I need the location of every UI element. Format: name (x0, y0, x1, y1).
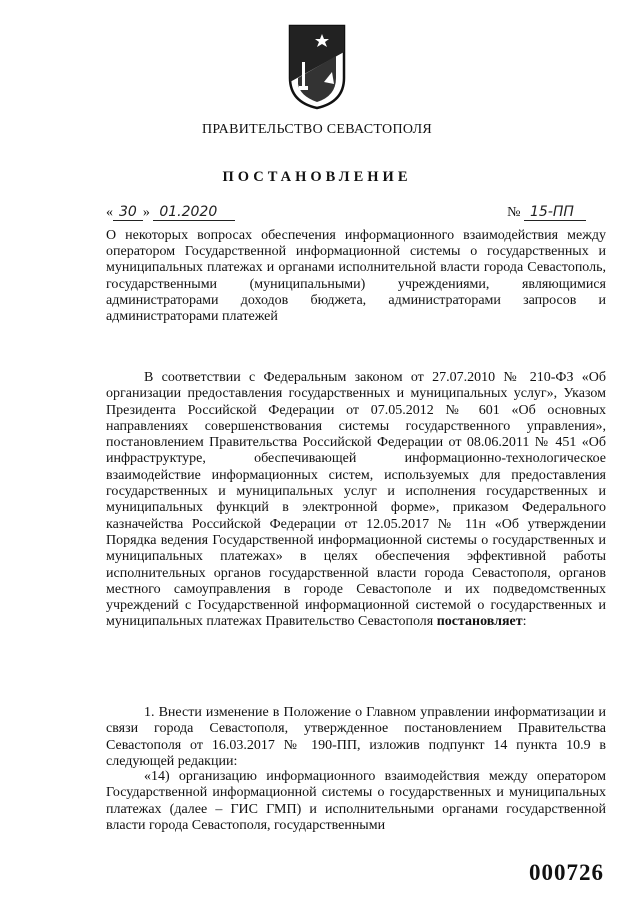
item-1-quoted-text: «14) организацию информационного взаимодействия между оператором Государственной информационной системы о государственных и муниципальных платежах (далее – ГИС ГМП) и исполнительными органами государственной власти города Севастополя, государственными (106, 769, 606, 833)
document-subject: О некоторых вопросах обеспечения информационного взаимодействия между оператором Государственной информационной системы о государственных и муниципальных платежах и органами исполнительной власти города Севастополь, государственными (муниципальными) учреждениями, являющимися администраторами доходов бюджета, администраторами запросов и администраторами платежей (106, 228, 606, 325)
document-number: № 15-ПП (507, 204, 586, 221)
document-title: ПОСТАНОВЛЕНИЕ (222, 169, 412, 185)
coat-of-arms-emblem (288, 22, 346, 110)
date-number-row (106, 204, 586, 224)
document-date: « 30 » 01.2020 (106, 204, 235, 221)
handwritten-month-year: 01.2020 (153, 204, 235, 221)
serial-number: 000726 (529, 860, 604, 885)
government-name: ПРАВИТЕЛЬСТВО СЕВАСТОПОЛЯ (201, 122, 433, 137)
resolves-verb: постановляет (436, 614, 523, 630)
item-1-paragraph: 1. Внести изменение в Положение о Главном управлении информатизации и связи города Севастополя, утвержденное постановлением Правительства Севастополя от 16.03.2017 № 190-ПП, изложив подпункт 14 пункта 10.9 в следующей редакции: (106, 705, 606, 769)
handwritten-number: 15-ПП (524, 204, 586, 221)
handwritten-day: 30 (113, 204, 143, 221)
preamble-paragraph: В соответствии с Федеральным законом от 27.07.2010 № 210-ФЗ «Об организации предоставления государственных и муниципальных услуг», Указом Президента Российской Федерации от 07.05.2012 № 601 «Об основных направлениях совершенствования системы государственного управления», постановлением Правительства Российской Федерации от 08.06.2011 № 451 «Об инфраструктуре, обеспечивающей информационно-технологическое взаимодействие информационных систем, используемых для предоставления государственных и муниципальных услуг и исполнения государственных и муниципальных функций в электронной форме», приказом Федерального казначейства Российской Федерации от 12.05.2017 № 11н «Об утверждении Порядка ведения Государственной информационной системы о государственных и муниципальных платежах» в целях обеспечения эффективной работы исполнительных органов государственной власти города Севастополя, органов местного самоуправления в городе Севастополе и их подведомственных учреждений с Государственной информационной системой о государственных и муниципальных платежах Правительство Севастополя постановляет: (106, 370, 606, 630)
